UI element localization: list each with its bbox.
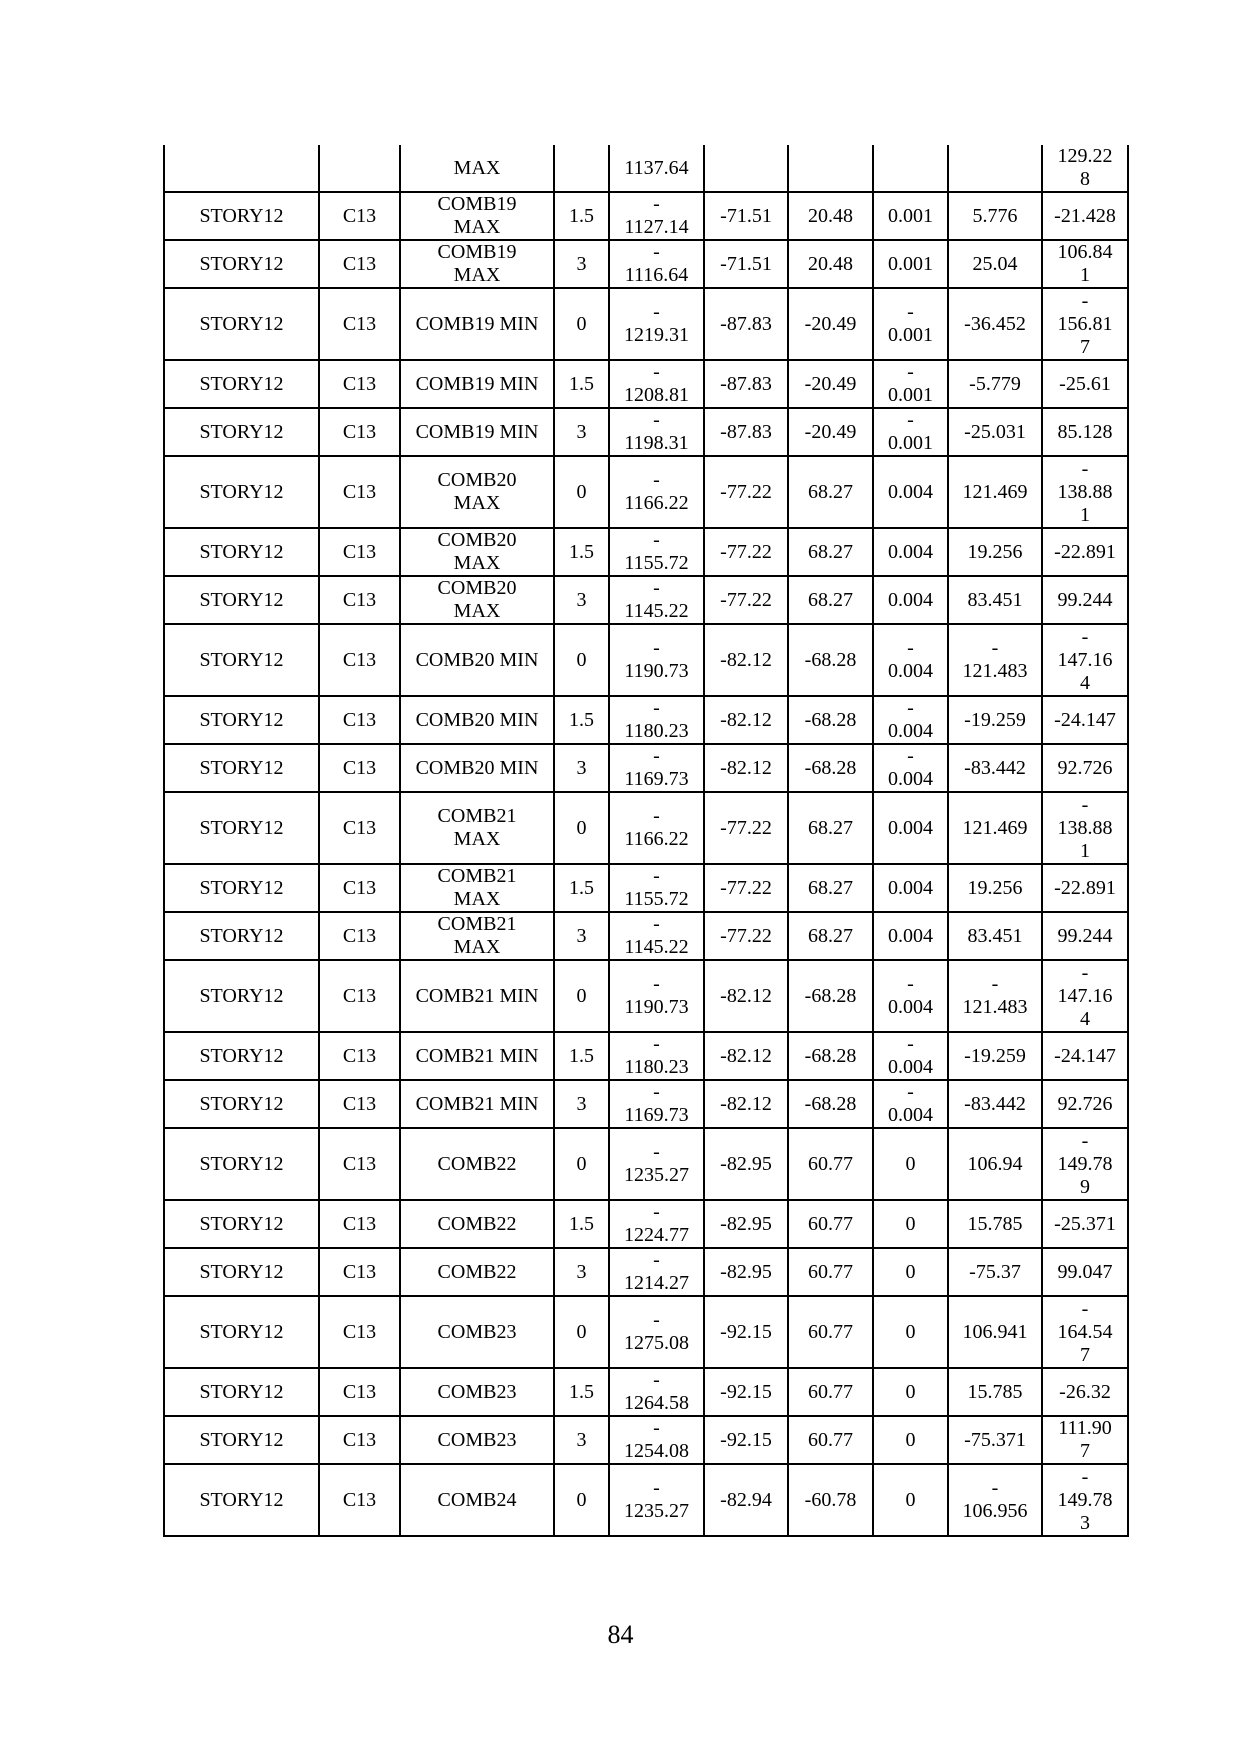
table-cell: COMB19 MAX — [400, 192, 554, 240]
table-cell: 0.004 — [873, 528, 948, 576]
table-cell: 68.27 — [788, 864, 873, 912]
table-cell: 0.004 — [873, 864, 948, 912]
table-cell: -24.147 — [1042, 696, 1128, 744]
table-cell: STORY12 — [164, 1248, 319, 1296]
table-cell: STORY12 — [164, 288, 319, 360]
table-cell: COMB20 MIN — [400, 624, 554, 696]
table-cell: COMB20 MAX — [400, 528, 554, 576]
table-cell: STORY12 — [164, 408, 319, 456]
table-cell: - 149.78 9 — [1042, 1128, 1128, 1200]
table-cell: 99.244 — [1042, 576, 1128, 624]
table-cell: -75.37 — [948, 1248, 1042, 1296]
table-row — [164, 696, 1128, 744]
table-cell: - 1190.73 — [609, 960, 704, 1032]
table-cell: 106.941 — [948, 1296, 1042, 1368]
table-cell: STORY12 — [164, 1200, 319, 1248]
table-cell: 0 — [873, 1248, 948, 1296]
table-cell: - 138.88 1 — [1042, 456, 1128, 528]
table-cell: - 1214.27 — [609, 1248, 704, 1296]
table-cell: 19.256 — [948, 528, 1042, 576]
table-row — [164, 912, 1128, 960]
table-cell: STORY12 — [164, 456, 319, 528]
table-cell: STORY12 — [164, 1368, 319, 1416]
table-cell: -82.12 — [704, 624, 788, 696]
table-cell: 25.04 — [948, 240, 1042, 288]
table-cell: - 1224.77 — [609, 1200, 704, 1248]
table-row — [164, 1080, 1128, 1128]
table-cell: 129.22 8 — [1042, 145, 1128, 192]
table-cell: - 1190.73 — [609, 624, 704, 696]
table-cell: -83.442 — [948, 1080, 1042, 1128]
table-cell: 3 — [554, 1248, 609, 1296]
table-cell: - 0.004 — [873, 960, 948, 1032]
table-cell: -20.49 — [788, 408, 873, 456]
table-cell: 1.5 — [554, 1368, 609, 1416]
table-cell: 68.27 — [788, 792, 873, 864]
table-cell: C13 — [319, 1464, 400, 1536]
table-cell: C13 — [319, 744, 400, 792]
table-cell: -60.78 — [788, 1464, 873, 1536]
table-cell: -20.49 — [788, 288, 873, 360]
table-cell: -26.32 — [1042, 1368, 1128, 1416]
table-cell: C13 — [319, 1416, 400, 1464]
table-cell: COMB21 MIN — [400, 960, 554, 1032]
table-cell: 1.5 — [554, 1032, 609, 1080]
table-cell: -21.428 — [1042, 192, 1128, 240]
table-cell — [554, 145, 609, 192]
table-cell: -68.28 — [788, 1032, 873, 1080]
table-row — [164, 360, 1128, 408]
table-cell: -24.147 — [1042, 1032, 1128, 1080]
table-cell: STORY12 — [164, 240, 319, 288]
table-row — [164, 1464, 1128, 1536]
table-cell: -68.28 — [788, 960, 873, 1032]
table-cell — [164, 145, 319, 192]
table-cell: COMB20 MIN — [400, 696, 554, 744]
table-cell: STORY12 — [164, 792, 319, 864]
table-cell: - 164.54 7 — [1042, 1296, 1128, 1368]
table-cell: -87.83 — [704, 408, 788, 456]
table-cell: - 1155.72 — [609, 528, 704, 576]
table-cell: STORY12 — [164, 696, 319, 744]
table-cell: - 0.001 — [873, 288, 948, 360]
table-cell: - 1219.31 — [609, 288, 704, 360]
table-cell: - 106.956 — [948, 1464, 1042, 1536]
table-cell: COMB23 — [400, 1416, 554, 1464]
table-cell — [788, 145, 873, 192]
table-cell: -19.259 — [948, 696, 1042, 744]
table-row — [164, 1368, 1128, 1416]
table-cell: -25.61 — [1042, 360, 1128, 408]
table-cell: STORY12 — [164, 1296, 319, 1368]
table-row — [164, 240, 1128, 288]
table-cell: 3 — [554, 1416, 609, 1464]
table-cell: - 0.004 — [873, 1080, 948, 1128]
table-cell: 60.77 — [788, 1416, 873, 1464]
table-cell: 3 — [554, 912, 609, 960]
table-cell: -68.28 — [788, 624, 873, 696]
table-cell: 1137.64 — [609, 145, 704, 192]
table-cell: -22.891 — [1042, 864, 1128, 912]
table-cell: -77.22 — [704, 864, 788, 912]
table-cell: -82.12 — [704, 744, 788, 792]
table-row — [164, 408, 1128, 456]
table-cell: 19.256 — [948, 864, 1042, 912]
table-cell: -25.031 — [948, 408, 1042, 456]
table-cell: 1.5 — [554, 864, 609, 912]
table-cell: -20.49 — [788, 360, 873, 408]
table-cell: STORY12 — [164, 912, 319, 960]
table-cell: -87.83 — [704, 288, 788, 360]
table-row — [164, 792, 1128, 864]
table-cell: 60.77 — [788, 1368, 873, 1416]
table-cell: 0.001 — [873, 240, 948, 288]
table-cell: -87.83 — [704, 360, 788, 408]
table-cell: 0.004 — [873, 456, 948, 528]
table-cell: C13 — [319, 912, 400, 960]
table-cell — [948, 145, 1042, 192]
page-number: 84 — [607, 1620, 634, 1649]
table-cell: C13 — [319, 360, 400, 408]
table-cell: 15.785 — [948, 1368, 1042, 1416]
table-cell: -92.15 — [704, 1368, 788, 1416]
table-cell: C13 — [319, 456, 400, 528]
table-cell: 0 — [554, 456, 609, 528]
table-cell: 0 — [554, 792, 609, 864]
table-cell: COMB20 MAX — [400, 576, 554, 624]
table-cell: 15.785 — [948, 1200, 1042, 1248]
table-cell: -83.442 — [948, 744, 1042, 792]
table-cell: 92.726 — [1042, 1080, 1128, 1128]
table-cell: STORY12 — [164, 528, 319, 576]
table-cell: 111.90 7 — [1042, 1416, 1128, 1464]
table-cell: - 147.16 4 — [1042, 960, 1128, 1032]
table-cell: -82.12 — [704, 960, 788, 1032]
table-cell: - 0.004 — [873, 624, 948, 696]
table-cell: -77.22 — [704, 912, 788, 960]
table-cell: - 1145.22 — [609, 576, 704, 624]
table-cell: 68.27 — [788, 528, 873, 576]
table-row — [164, 288, 1128, 360]
table-cell: 0.004 — [873, 792, 948, 864]
table-cell: -77.22 — [704, 576, 788, 624]
table-row — [164, 960, 1128, 1032]
table-cell: 0.001 — [873, 192, 948, 240]
table-cell: 0 — [554, 1128, 609, 1200]
table-cell: -36.452 — [948, 288, 1042, 360]
table-cell: - 1180.23 — [609, 1032, 704, 1080]
table-cell: STORY12 — [164, 864, 319, 912]
table-cell: - 1127.14 — [609, 192, 704, 240]
table-cell: - 138.88 1 — [1042, 792, 1128, 864]
table-cell: - 156.81 7 — [1042, 288, 1128, 360]
table-cell: C13 — [319, 192, 400, 240]
table-cell: 0 — [873, 1200, 948, 1248]
table-cell: -82.95 — [704, 1128, 788, 1200]
table-cell: 60.77 — [788, 1296, 873, 1368]
table-cell: 0 — [554, 288, 609, 360]
table-cell: C13 — [319, 1296, 400, 1368]
table-row — [164, 1032, 1128, 1080]
table-cell: 68.27 — [788, 576, 873, 624]
table-row — [164, 1128, 1128, 1200]
table-cell: -19.259 — [948, 1032, 1042, 1080]
table-row — [164, 528, 1128, 576]
table-cell: C13 — [319, 696, 400, 744]
table-cell: - 1116.64 — [609, 240, 704, 288]
table-cell: 20.48 — [788, 192, 873, 240]
table-row — [164, 1416, 1128, 1464]
table-cell: - 1198.31 — [609, 408, 704, 456]
table-row — [164, 456, 1128, 528]
table-cell: COMB19 MIN — [400, 408, 554, 456]
table-cell: COMB22 — [400, 1200, 554, 1248]
table-cell: 0.004 — [873, 912, 948, 960]
table-cell: STORY12 — [164, 1128, 319, 1200]
table-cell: - 1235.27 — [609, 1128, 704, 1200]
table-cell: -82.95 — [704, 1248, 788, 1296]
table-cell: STORY12 — [164, 1416, 319, 1464]
table-cell: MAX — [400, 145, 554, 192]
table-cell: COMB23 — [400, 1368, 554, 1416]
table-row — [164, 744, 1128, 792]
table-cell: 3 — [554, 744, 609, 792]
table-cell — [704, 145, 788, 192]
table-cell: - 1169.73 — [609, 1080, 704, 1128]
table-cell: 0 — [873, 1128, 948, 1200]
table-cell: C13 — [319, 1368, 400, 1416]
table-cell: - 1166.22 — [609, 456, 704, 528]
table-cell: 68.27 — [788, 912, 873, 960]
table-cell: -82.12 — [704, 1080, 788, 1128]
table-cell: - 0.004 — [873, 696, 948, 744]
table-cell: 99.047 — [1042, 1248, 1128, 1296]
table-cell: 0 — [873, 1368, 948, 1416]
table-cell: - 0.001 — [873, 360, 948, 408]
table-cell: -82.12 — [704, 696, 788, 744]
table-cell: 60.77 — [788, 1248, 873, 1296]
table-cell: -5.779 — [948, 360, 1042, 408]
table-cell: - 1208.81 — [609, 360, 704, 408]
table-cell: - 1254.08 — [609, 1416, 704, 1464]
table-cell: 1.5 — [554, 696, 609, 744]
table-cell: STORY12 — [164, 744, 319, 792]
table-cell: - 121.483 — [948, 960, 1042, 1032]
table-cell: 68.27 — [788, 456, 873, 528]
table-cell: C13 — [319, 960, 400, 1032]
table-cell: -22.891 — [1042, 528, 1128, 576]
table-cell: -82.95 — [704, 1200, 788, 1248]
table-cell: 5.776 — [948, 192, 1042, 240]
table-cell: 0 — [873, 1296, 948, 1368]
table-cell: 121.469 — [948, 792, 1042, 864]
table-cell: -82.94 — [704, 1464, 788, 1536]
table-cell: 92.726 — [1042, 744, 1128, 792]
table-cell: - 0.001 — [873, 408, 948, 456]
table-cell: 1.5 — [554, 192, 609, 240]
table-cell: 3 — [554, 240, 609, 288]
table-cell: 1.5 — [554, 1200, 609, 1248]
table-cell: 0.004 — [873, 576, 948, 624]
table-cell: COMB23 — [400, 1296, 554, 1368]
table-cell: - 1235.27 — [609, 1464, 704, 1536]
table-cell: COMB19 MIN — [400, 360, 554, 408]
results-table — [163, 145, 1129, 1537]
table-cell: 0 — [554, 1464, 609, 1536]
table-cell: -82.12 — [704, 1032, 788, 1080]
table-row — [164, 1296, 1128, 1368]
table-cell: 1.5 — [554, 528, 609, 576]
table-cell — [319, 145, 400, 192]
table-cell: - 0.004 — [873, 1032, 948, 1080]
table-cell: C13 — [319, 576, 400, 624]
table-cell: COMB21 MIN — [400, 1080, 554, 1128]
table-cell: 0 — [873, 1416, 948, 1464]
table-cell: 83.451 — [948, 576, 1042, 624]
table-cell: STORY12 — [164, 360, 319, 408]
table-cell: 106.94 — [948, 1128, 1042, 1200]
table-cell: -77.22 — [704, 456, 788, 528]
table-cell: 0 — [554, 624, 609, 696]
table-row — [164, 576, 1128, 624]
table-cell: COMB19 MIN — [400, 288, 554, 360]
table-cell: 3 — [554, 408, 609, 456]
table-cell: COMB19 MAX — [400, 240, 554, 288]
table-cell: 3 — [554, 1080, 609, 1128]
table-cell: -77.22 — [704, 528, 788, 576]
table-row — [164, 864, 1128, 912]
table-cell: STORY12 — [164, 192, 319, 240]
table-cell: -92.15 — [704, 1416, 788, 1464]
table-cell: -71.51 — [704, 240, 788, 288]
table-cell: 0 — [554, 960, 609, 1032]
table-cell: C13 — [319, 288, 400, 360]
table-cell: C13 — [319, 1080, 400, 1128]
table-cell: COMB24 — [400, 1464, 554, 1536]
table-cell: COMB21 MAX — [400, 864, 554, 912]
table-cell: 3 — [554, 576, 609, 624]
table-cell: - 1155.72 — [609, 864, 704, 912]
table-cell: C13 — [319, 528, 400, 576]
table-cell: COMB20 MIN — [400, 744, 554, 792]
table-cell: - 1166.22 — [609, 792, 704, 864]
table-cell: 20.48 — [788, 240, 873, 288]
table-cell: C13 — [319, 792, 400, 864]
table-cell: -92.15 — [704, 1296, 788, 1368]
table-cell: 99.244 — [1042, 912, 1128, 960]
table-cell: STORY12 — [164, 960, 319, 1032]
table-cell: STORY12 — [164, 576, 319, 624]
table-cell: - 149.78 3 — [1042, 1464, 1128, 1536]
table-cell: - 1169.73 — [609, 744, 704, 792]
table-cell: C13 — [319, 408, 400, 456]
table-cell: C13 — [319, 1200, 400, 1248]
table-cell: STORY12 — [164, 1080, 319, 1128]
table-cell: COMB20 MAX — [400, 456, 554, 528]
table-cell: COMB22 — [400, 1248, 554, 1296]
table-cell: - 121.483 — [948, 624, 1042, 696]
table-cell: C13 — [319, 1128, 400, 1200]
table-row — [164, 192, 1128, 240]
table-row — [164, 145, 1128, 192]
table-cell: -68.28 — [788, 744, 873, 792]
table-body — [164, 145, 1128, 1536]
table-cell: -75.371 — [948, 1416, 1042, 1464]
table-cell: -68.28 — [788, 696, 873, 744]
table-row — [164, 1248, 1128, 1296]
table-cell: C13 — [319, 1032, 400, 1080]
table-cell: C13 — [319, 864, 400, 912]
table-cell: - 1180.23 — [609, 696, 704, 744]
table-cell — [873, 145, 948, 192]
table-cell: - 0.004 — [873, 744, 948, 792]
table-cell: -77.22 — [704, 792, 788, 864]
table-cell: COMB21 MIN — [400, 1032, 554, 1080]
table-cell: -68.28 — [788, 1080, 873, 1128]
table-cell: COMB22 — [400, 1128, 554, 1200]
table-cell: -25.371 — [1042, 1200, 1128, 1248]
table-cell: 106.84 1 — [1042, 240, 1128, 288]
table-cell: C13 — [319, 240, 400, 288]
table-cell: -71.51 — [704, 192, 788, 240]
table-cell: 60.77 — [788, 1200, 873, 1248]
table-cell: 121.469 — [948, 456, 1042, 528]
table-cell: C13 — [319, 624, 400, 696]
table-row — [164, 624, 1128, 696]
table-cell: 0 — [554, 1296, 609, 1368]
table-cell: STORY12 — [164, 1464, 319, 1536]
table-cell: 60.77 — [788, 1128, 873, 1200]
table-cell: STORY12 — [164, 624, 319, 696]
table-cell: - 1275.08 — [609, 1296, 704, 1368]
table-cell: STORY12 — [164, 1032, 319, 1080]
table-cell: 1.5 — [554, 360, 609, 408]
table-cell: - 1145.22 — [609, 912, 704, 960]
table-cell: COMB21 MAX — [400, 792, 554, 864]
table-cell: COMB21 MAX — [400, 912, 554, 960]
table-row — [164, 1200, 1128, 1248]
table-cell: - 147.16 4 — [1042, 624, 1128, 696]
table-cell: - 1264.58 — [609, 1368, 704, 1416]
table-cell: C13 — [319, 1248, 400, 1296]
table-cell: 83.451 — [948, 912, 1042, 960]
table-cell: 0 — [873, 1464, 948, 1536]
table-cell: 85.128 — [1042, 408, 1128, 456]
